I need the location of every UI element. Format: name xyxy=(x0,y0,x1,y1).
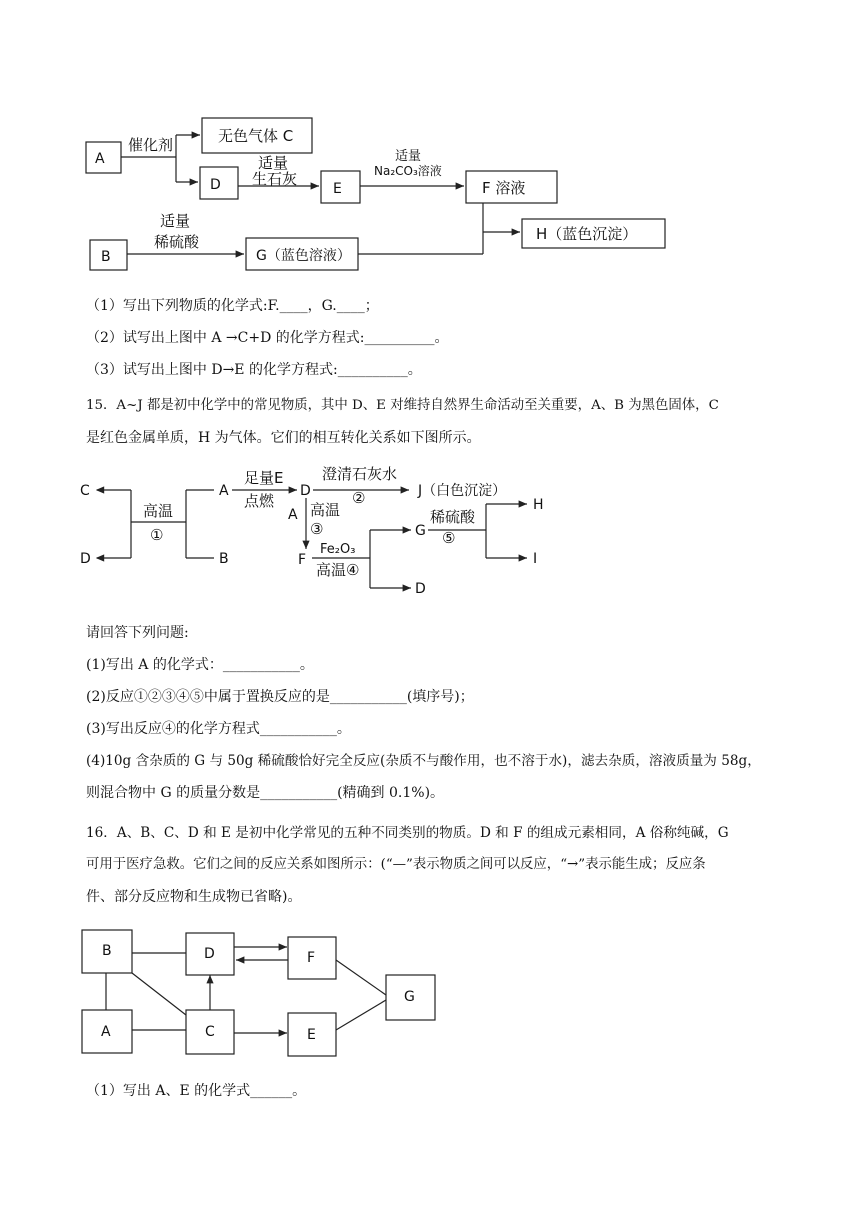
label-circle-1: ① xyxy=(150,526,164,544)
box-g-text: G（蓝色溶液） xyxy=(256,248,351,264)
label-i: I xyxy=(533,551,538,567)
label-a: A xyxy=(219,483,229,499)
label-g: G xyxy=(415,523,426,539)
label-dianran: 点燃 xyxy=(244,492,275,510)
box3-d-text: D xyxy=(204,946,215,962)
box-d-text: D xyxy=(210,177,221,193)
label-gaowen-1: 高温 xyxy=(143,502,174,520)
q15-question-3: (3)写出反应④的化学方程式___________。 xyxy=(86,721,351,737)
label-circle-3: ③ xyxy=(310,520,324,538)
q14-question-3: （3）试写出上图中 D→E 的化学方程式:__________。 xyxy=(86,362,422,378)
q16-intro-line-2: 可用于医疗急救。它们之间的反应关系如图所示：(“—”表示物质之间可以反应，“→”表示能生成；反应条 xyxy=(86,857,706,872)
reaction-diagram-1 xyxy=(0,0,860,290)
label-gaowen-3: 高温 xyxy=(310,501,341,519)
box-h-text: H（蓝色沉淀） xyxy=(536,225,638,243)
q15-intro-line-1: 15．A~J 都是初中化学中的常见物质，其中 D、E 对维持自然界生命活动至关重要，A、B 为黑色固体，C xyxy=(86,398,719,413)
label-acid: 稀硫酸 xyxy=(154,233,200,251)
label-f: F xyxy=(298,552,307,568)
reaction-diagram-2 xyxy=(0,460,860,610)
label-j: J（白色沉淀） xyxy=(418,483,507,499)
q15-prompt: 请回答下列问题: xyxy=(86,625,189,641)
reaction-diagram-3 xyxy=(0,920,860,1070)
label-d-left: D xyxy=(80,551,91,567)
box3-e-text: E xyxy=(307,1027,316,1043)
label-d-mid: D xyxy=(300,483,311,499)
label-a-vertical: A xyxy=(288,507,298,523)
box3-a-text: A xyxy=(101,1024,111,1040)
label-acid-2: 稀硫酸 xyxy=(430,508,476,526)
label-b: B xyxy=(219,551,229,567)
box3-c-text: C xyxy=(205,1024,215,1040)
label-na2co3: Na₂CO₃溶液 xyxy=(374,164,442,178)
label-d-bottom: D xyxy=(415,581,426,597)
box-c-text: 无色气体 C xyxy=(218,127,294,145)
label-circle-5: ⑤ xyxy=(442,529,456,547)
q16-question-1: （1）写出 A、E 的化学式______。 xyxy=(86,1083,307,1099)
q14-question-2: （2）试写出上图中 A →C+D 的化学方程式:__________。 xyxy=(86,330,449,346)
q16-intro-line-1: 16．A、B、C、D 和 E 是初中化学常见的五种不同类别的物质。D 和 F 的组成元素相同，A 俗称纯碱，G xyxy=(86,825,729,841)
box-a-text: A xyxy=(95,151,105,167)
q16-intro-line-3: 件、部分反应物和生成物已省略)。 xyxy=(86,889,302,905)
label-c: C xyxy=(80,483,90,499)
q15-question-2: (2)反应①②③④⑤中属于置换反应的是___________(填序号)； xyxy=(86,689,474,705)
label-h: H xyxy=(533,497,544,513)
label-lime: 生石灰 xyxy=(252,170,298,188)
label-shiliang-3: 适量 xyxy=(160,212,191,230)
box3-b-text: B xyxy=(102,943,112,959)
label-shiliang-2: 适量 xyxy=(395,149,422,164)
label-catalyst: 催化剂 xyxy=(128,136,174,154)
box3-g-text: G xyxy=(404,989,415,1005)
box-f-text: F 溶液 xyxy=(482,179,526,197)
q15-question-4-line-1: (4)10g 含杂质的 G 与 50g 稀硫酸恰好完全反应(杂质不与酸作用，也不溶于水)，滤去杂质，溶液质量为 58g， xyxy=(86,753,761,769)
label-circle-2: ② xyxy=(352,489,366,507)
label-shiliang-1: 适量 xyxy=(258,154,289,172)
box3-f-text: F xyxy=(307,950,316,966)
q15-intro-line-2: 是红色金属单质，H 为气体。它们的相互转化关系如下图所示。 xyxy=(86,430,481,446)
box-e-text: E xyxy=(333,181,342,197)
label-gaowen-4: 高温④ xyxy=(316,561,360,579)
q15-question-1: (1)写出 A 的化学式：___________。 xyxy=(86,657,314,673)
label-zuliang-e: 足量E xyxy=(244,469,284,487)
box-b-text: B xyxy=(101,249,111,265)
q15-question-4-line-2: 则混合物中 G 的质量分数是___________(精确到 0.1%)。 xyxy=(86,785,445,801)
label-fe2o3: Fe₂O₃ xyxy=(320,542,356,557)
q14-question-1: （1）写出下列物质的化学式:F.____，G.____； xyxy=(86,298,379,314)
label-limewater: 澄清石灰水 xyxy=(322,465,398,483)
